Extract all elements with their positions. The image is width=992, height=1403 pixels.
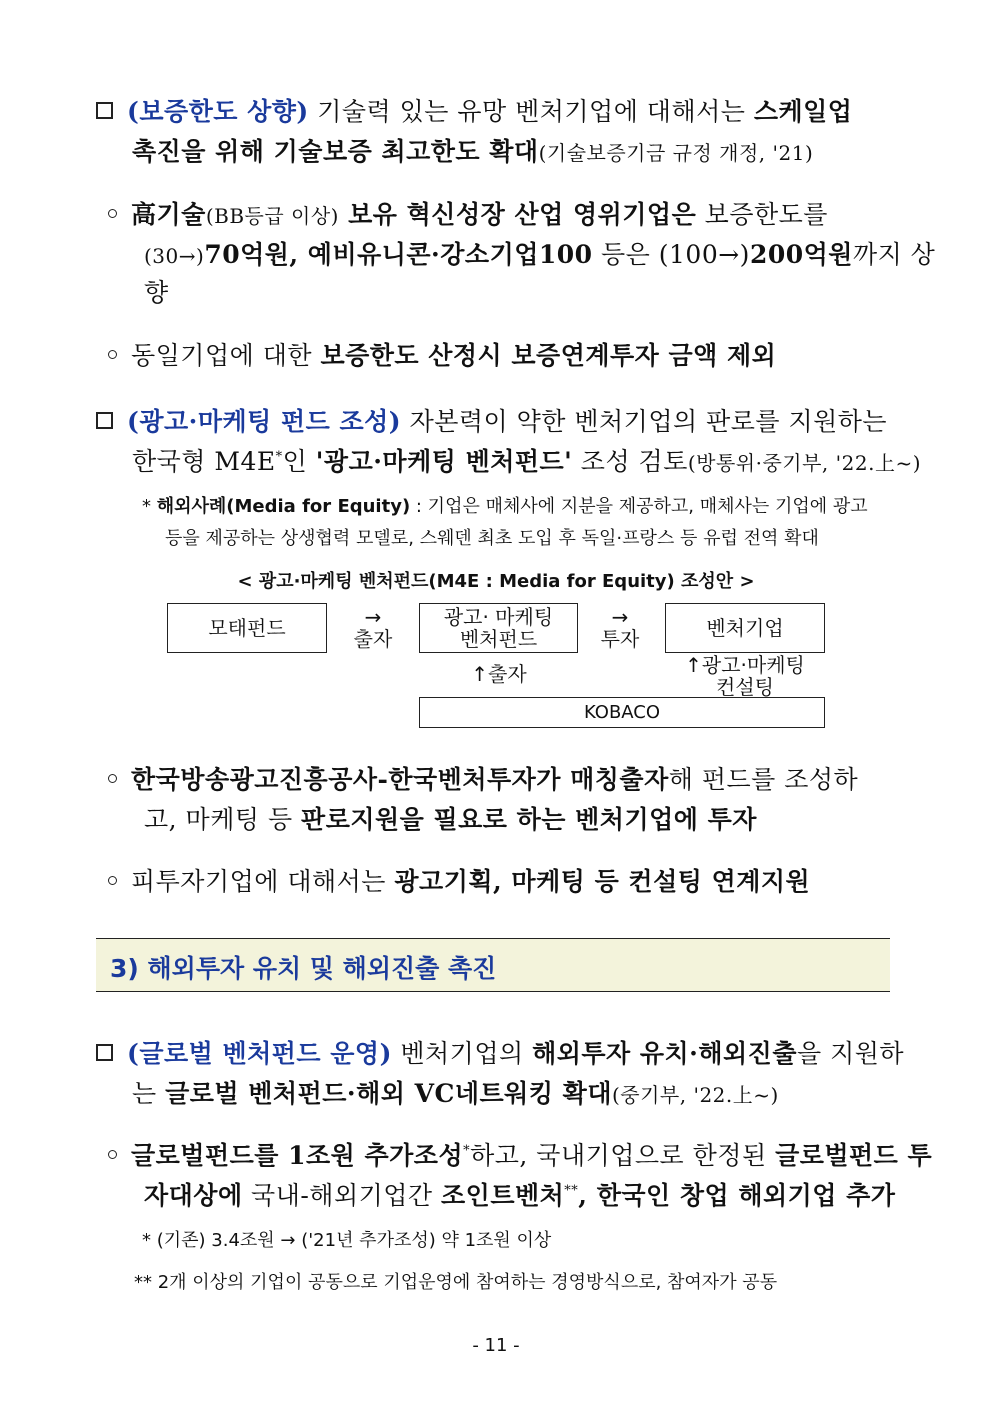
checkbox-square-icon bbox=[96, 102, 113, 119]
bullet-circle-icon bbox=[108, 209, 117, 218]
bullet-same-company: 동일기업에 대한 보증한도 산정시 보증연계투자 금액 제외 bbox=[108, 336, 776, 372]
right-arrow-icon: → bbox=[611, 605, 629, 629]
box-kobaco: KOBACO bbox=[419, 697, 825, 728]
footnote-joint-venture: ** 2개 이상의 기업이 공동으로 기업운영에 참여하는 경영방식으로, 참여자가 공동 bbox=[134, 1272, 778, 1293]
bullet-matching-investment-line2: 고, 마케팅 등 판로지원을 필요로 하는 벤처기업에 투자 bbox=[144, 805, 757, 834]
box-venture-company: 벤처기업 bbox=[665, 603, 825, 653]
bullet-circle-icon bbox=[108, 1150, 117, 1159]
bullet-high-tech-line2: (30→)70억원, 예비유니콘·강소기업100 등은 (100→)200억원까지 상 bbox=[144, 240, 936, 269]
label-up-consulting: ↑광고·마케팅 컨설팅 bbox=[685, 653, 805, 699]
bullet-investee-support: 피투자기업에 대해서는 광고기획, 마케팅 등 컨설팅 연계지원 bbox=[108, 862, 810, 898]
section-title: 3) 해외투자 유치 및 해외진출 촉진 bbox=[110, 954, 497, 983]
paragraph-guarantee-limit: (보증한도 상향) 기술력 있는 유망 벤처기업에 대해서는 스케일업 bbox=[96, 92, 852, 128]
arrow-invest-2: → 투자 bbox=[590, 606, 650, 650]
bullet-matching-investment: 한국방송광고진흥공사-한국벤처투자가 매칭출자해 펀드를 조성하 bbox=[108, 760, 858, 796]
box-ad-marketing-fund: 광고· 마케팅 벤처펀드 bbox=[419, 603, 578, 653]
footnote-overseas-case-line2: 등을 제공하는 상생협력 모델로, 스웨덴 최초 도입 후 독일·프랑스 등 유럽 전역 확대 bbox=[165, 528, 819, 549]
bullet-global-fund-expansion-line2: 자대상에 국내-해외기업간 조인트벤처**, 한국인 창업 해외기업 추가 bbox=[144, 1181, 896, 1210]
bullet-circle-icon bbox=[108, 350, 117, 359]
box-mother-fund: 모태펀드 bbox=[167, 603, 327, 653]
arrow-invest-1: → 출자 bbox=[340, 606, 406, 650]
paragraph-guarantee-limit-line2: 촉진을 위해 기술보증 최고한도 확대(기술보증기금 규정 개정, '21) bbox=[132, 137, 814, 166]
bullet-high-tech-line3: 향 bbox=[144, 278, 169, 307]
section-header bbox=[96, 938, 890, 992]
right-arrow-icon: → bbox=[364, 605, 382, 629]
bullet-circle-icon bbox=[108, 774, 117, 783]
label-up-invest: ↑출자 bbox=[471, 662, 527, 686]
footnote-overseas-case: * 해외사례(Media for Equity) : 기업은 매체사에 지분을 제공하고, 매체사는 기업에 광고 bbox=[142, 496, 868, 517]
paragraph-ad-marketing-fund-line2: 한국형 M4E*인 '광고·마케팅 벤처펀드' 조성 검토(방통위·중기부, '22.上~) bbox=[132, 447, 922, 476]
page-number: - 11 - bbox=[472, 1335, 520, 1356]
diagram-title: < 광고·마케팅 벤처펀드(M4E : Media for Equity) 조성안 > bbox=[237, 571, 755, 592]
checkbox-square-icon bbox=[96, 1044, 113, 1061]
footnote-existing: * (기존) 3.4조원 → ('21년 추가조성) 약 1조원 이상 bbox=[142, 1230, 552, 1251]
bullet-high-tech: 高기술(BB등급 이상) 보유 혁신성장 산업 영위기업은 보증한도를 bbox=[108, 195, 828, 231]
paragraph-global-fund-line2: 는 글로벌 벤처펀드·해외 VC네트워킹 확대(중기부, '22.上~) bbox=[132, 1079, 779, 1108]
checkbox-square-icon bbox=[96, 412, 113, 429]
paragraph-global-fund: (글로벌 벤처펀드 운영) 벤처기업의 해외투자 유치·해외진출을 지원하 bbox=[96, 1034, 904, 1070]
bullet-global-fund-expansion: 글로벌펀드를 1조원 추가조성*하고, 국내기업으로 한정된 글로벌펀드 투 bbox=[108, 1136, 932, 1172]
bullet-circle-icon bbox=[108, 876, 117, 885]
paragraph-ad-marketing-fund: (광고·마케팅 펀드 조성) 자본력이 약한 벤처기업의 판로를 지원하는 bbox=[96, 402, 887, 438]
